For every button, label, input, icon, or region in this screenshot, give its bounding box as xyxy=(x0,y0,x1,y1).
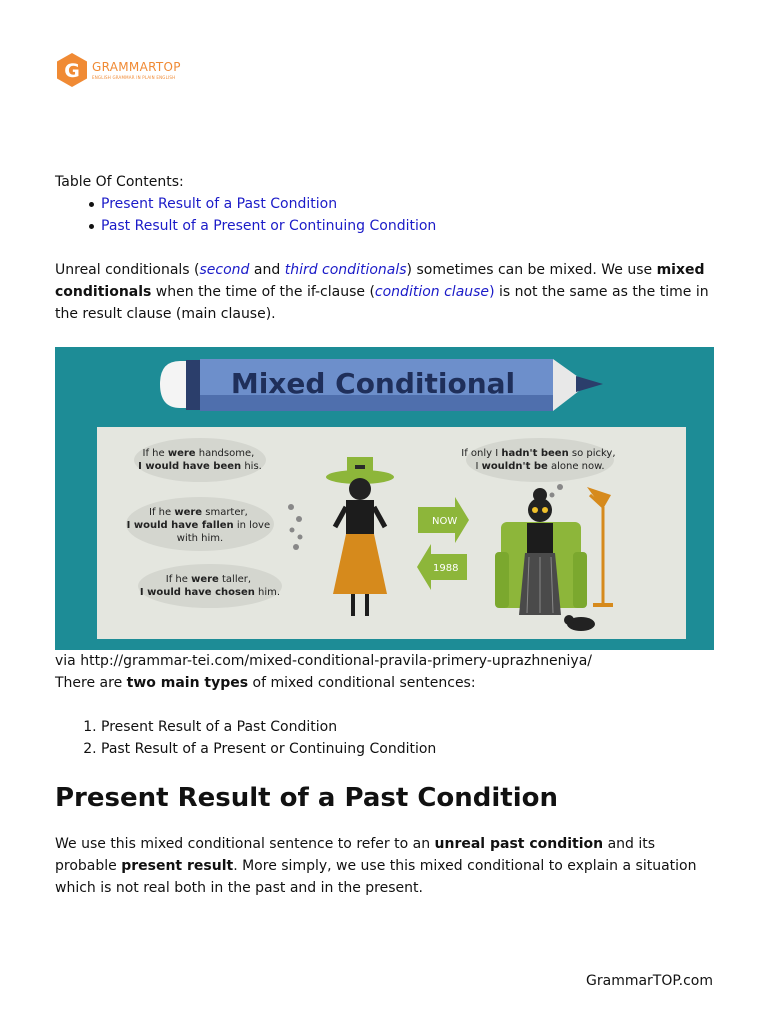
logo-name: GRAMMARTOP xyxy=(92,59,181,74)
logo-text xyxy=(92,61,181,80)
types-intro: There are two main types of mixed conditional sentences: xyxy=(55,675,476,691)
present-result-bold: present result xyxy=(121,858,234,874)
toc-link-present-result[interactable]: Present Result of a Past Condition xyxy=(101,196,338,212)
mixed-conditionals-bold: mixed conditionals xyxy=(55,262,705,300)
toc-link-past-result[interactable]: Past Result of a Present or Continuing Condition xyxy=(101,218,437,234)
logo-tagline: ENGLISH GRAMMAR IN PLAIN ENGLISH xyxy=(92,74,176,80)
toc-item xyxy=(101,215,436,237)
two-main-types-bold: two main types xyxy=(126,675,249,691)
toc-list xyxy=(55,193,436,237)
intro-text: and xyxy=(249,262,285,278)
svg-text:If only I hadn't been so picky: If only I hadn't been so picky, I wouldn't be alone now. xyxy=(461,448,616,472)
unreal-past-condition-bold: unreal past condition xyxy=(434,836,604,852)
svg-text:If he were handsome, I wou: If he were handsome, I would have been his. xyxy=(138,448,262,472)
arrow-now-label: NOW xyxy=(432,516,458,527)
intro-text: when the time of the if-clause ( xyxy=(151,284,375,300)
logo-hexagon-icon xyxy=(54,52,90,88)
intro-text: ) sometimes can be mixed. We use xyxy=(406,262,657,278)
second-conditional-link[interactable]: second xyxy=(199,262,250,278)
types-list-item: 2. Past Result of a Present or Continuing Condition xyxy=(101,738,436,760)
section-paragraph: We use this mixed conditional sentence to refer to an unreal past condition and its probable present result. More simply, we use this mixed conditional to explain a situation which is not real both in the past and in the present. xyxy=(55,836,697,896)
svg-text:If he were taller, I would: If he were taller, I would have chosen him. xyxy=(139,574,281,598)
third-conditionals-link[interactable]: third conditionals xyxy=(284,262,407,278)
condition-clause-link[interactable]: condition clause) xyxy=(374,284,495,300)
intro-text: Unreal conditionals ( xyxy=(55,262,200,278)
arrow-past-label: 1988 xyxy=(433,563,459,574)
intro-text: is not the same as the time in the result clause (main clause). xyxy=(55,284,709,322)
section-heading: Present Result of a Past Condition xyxy=(55,783,559,813)
toc-title: Table Of Contents: xyxy=(55,174,184,190)
banner-title: Mixed Conditional xyxy=(230,367,516,400)
intro-paragraph xyxy=(55,259,715,325)
types-list-item: 1. Present Result of a Past Condition xyxy=(101,716,436,738)
grammartop-logo[interactable] xyxy=(54,52,181,88)
mixed-conditional-illustration xyxy=(55,347,714,650)
svg-text:G: G xyxy=(64,60,80,82)
svg-text:If he were smarter, I woul: If he were smarter, I would have fallen in love with him. xyxy=(126,507,271,544)
footer-site-name: GrammarTOP.com xyxy=(586,973,713,989)
image-source-caption: via http://grammar-tei.com/mixed-conditional-pravila-primery-uprazhneniya/ xyxy=(55,653,593,669)
types-list xyxy=(55,716,436,760)
toc-item xyxy=(101,193,436,215)
